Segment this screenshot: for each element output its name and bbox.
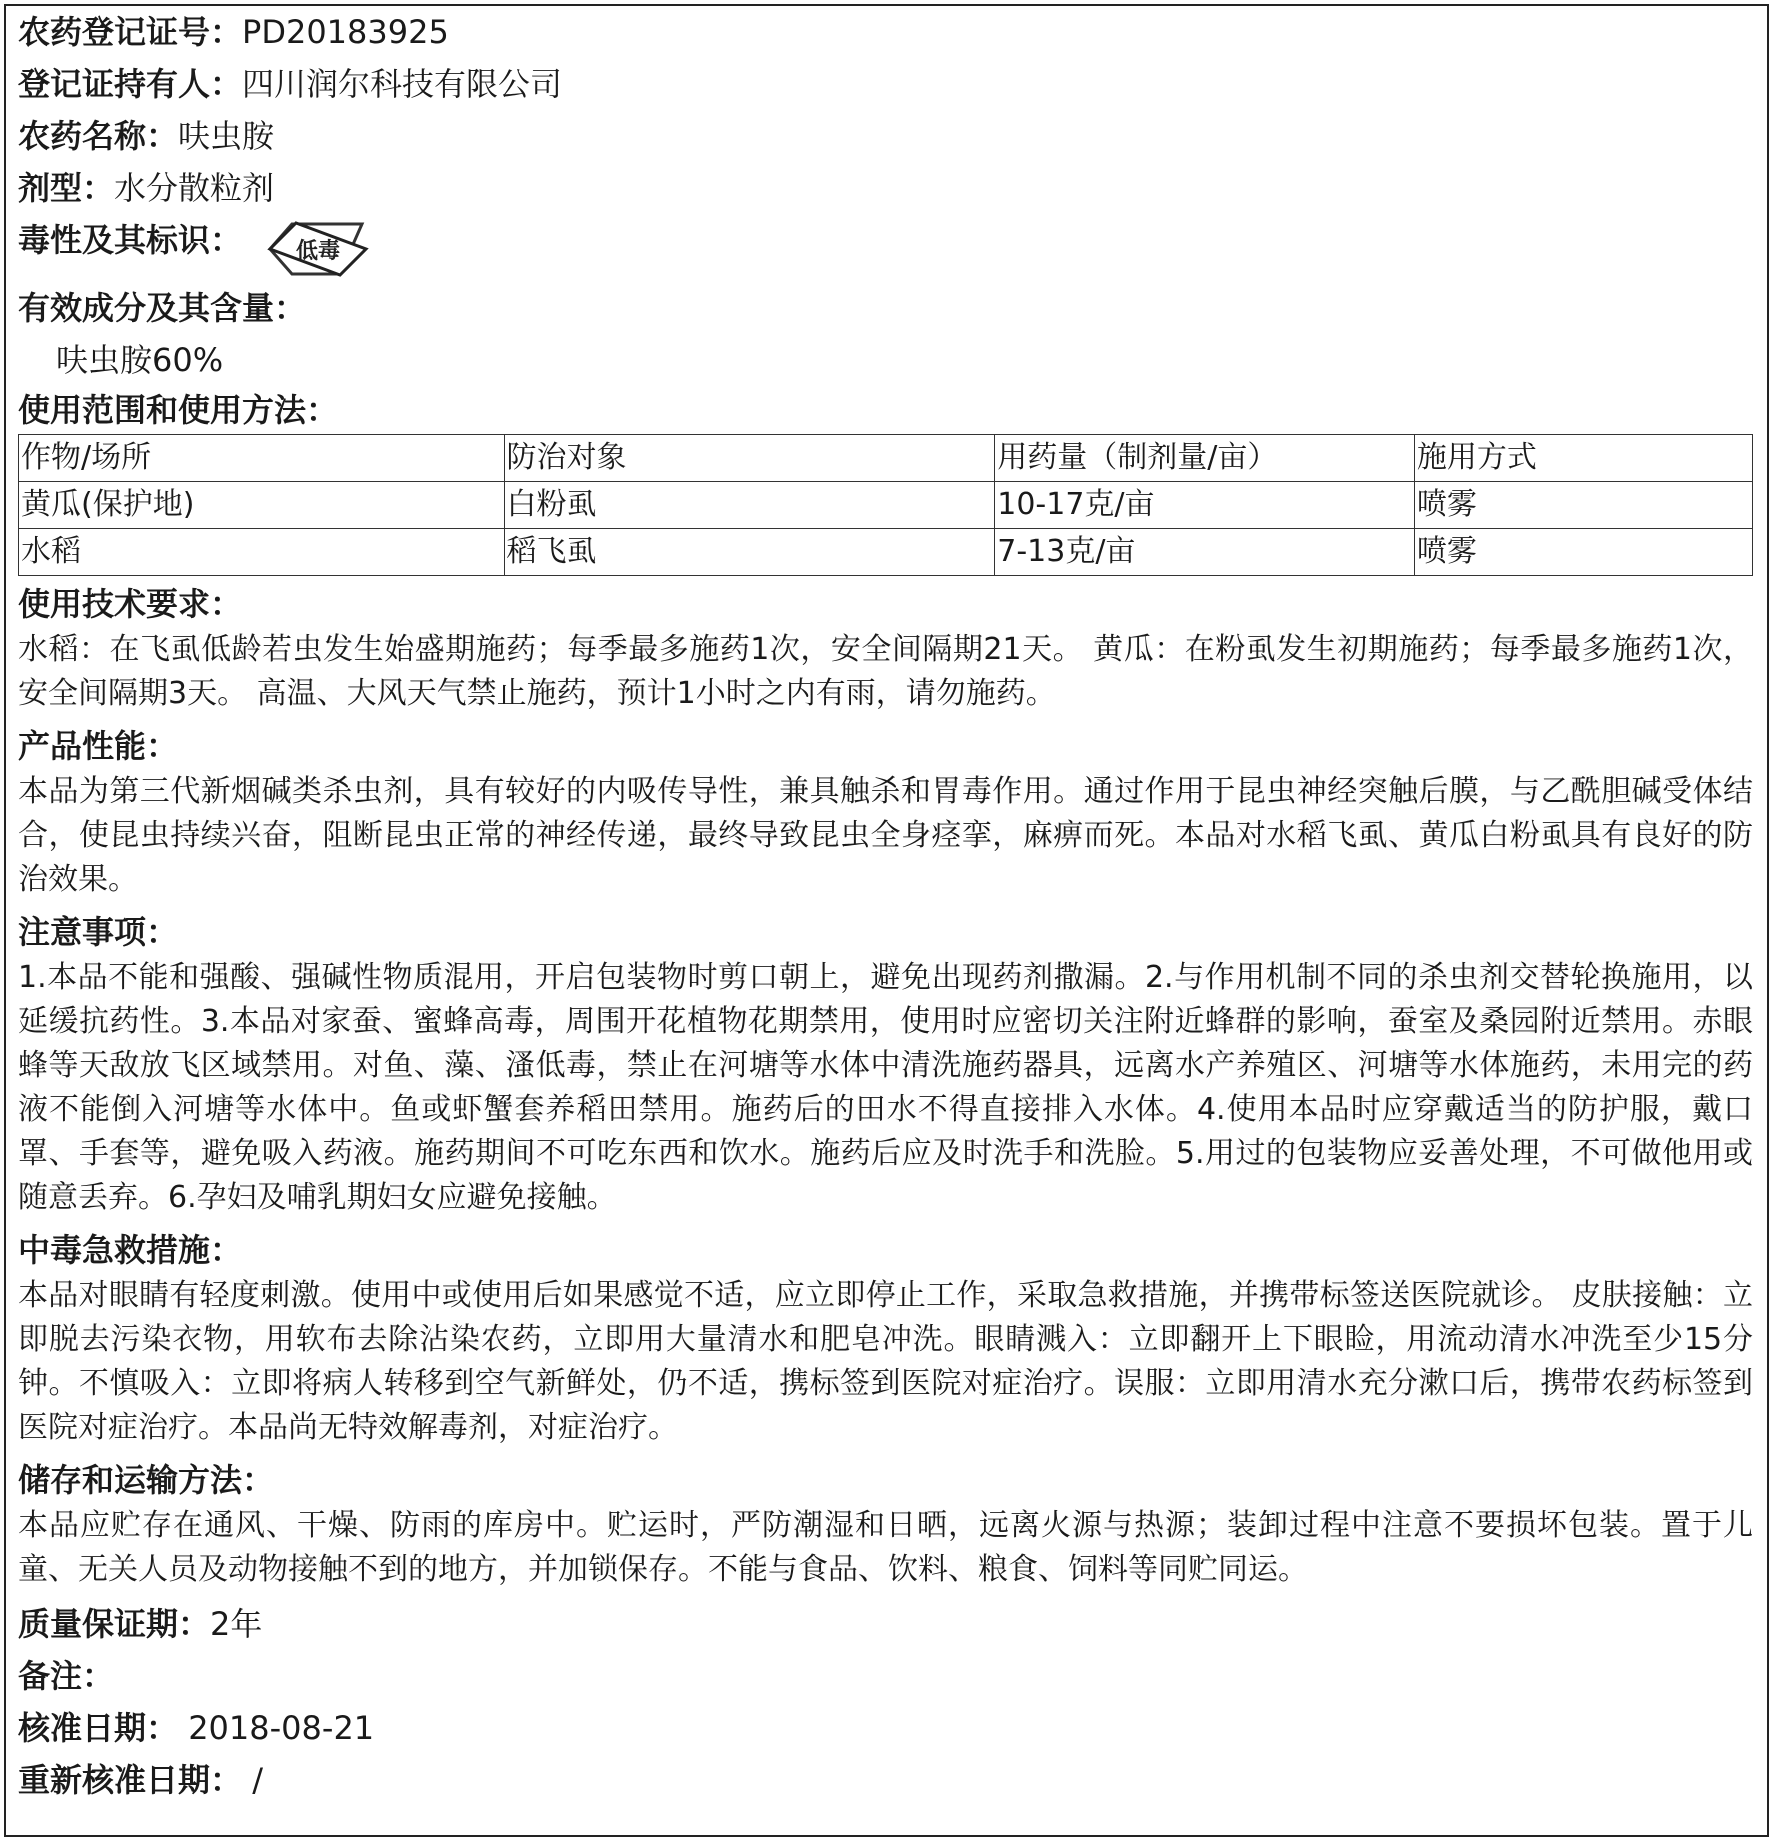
performance-text: 本品为第三代新烟碱类杀虫剂，具有较好的内吸传导性，兼具触杀和胃毒作用。通过作用于昆虫神经突触后膜，与乙酰胆碱受体结合，使昆虫持续兴奋，阻断昆虫正常的神经传递，最终导致昆虫全身痉挛，麻痹而死。本品对水稻飞虱、黄瓜白粉虱具有良好的防治效果。 bbox=[18, 774, 1753, 897]
registration-number-label: 农药登记证号： bbox=[18, 13, 243, 51]
formulation-value: 水分散粒剂 bbox=[114, 169, 275, 207]
table-cell: 喷雾 bbox=[1414, 529, 1752, 576]
label-document bbox=[4, 4, 1769, 1837]
formulation-row bbox=[18, 162, 1753, 214]
remark-row bbox=[18, 1650, 1753, 1702]
pesticide-name-row bbox=[18, 110, 1753, 162]
svg-text:低毒: 低毒 bbox=[296, 238, 341, 264]
table-cell: 10-17克/亩 bbox=[995, 482, 1415, 529]
low-toxicity-icon bbox=[266, 218, 370, 280]
caution-heading: 注意事项： bbox=[18, 913, 179, 951]
approval-date-label: 核准日期： bbox=[18, 1709, 179, 1747]
registration-number-value: PD20183925 bbox=[242, 13, 449, 51]
pesticide-name-label: 农药名称： bbox=[18, 117, 179, 155]
table-cell: 稻飞虱 bbox=[504, 529, 995, 576]
reapproval-date-row bbox=[18, 1754, 1753, 1806]
table-row bbox=[19, 482, 1753, 529]
table-cell: 黄瓜(保护地) bbox=[19, 482, 505, 529]
holder-value: 四川润尔科技有限公司 bbox=[242, 65, 563, 103]
column-header: 施用方式 bbox=[1414, 435, 1752, 482]
ingredient-value: 呋虫胺60% bbox=[56, 341, 224, 379]
holder-row bbox=[18, 58, 1753, 110]
storage-heading: 储存和运输方法： bbox=[18, 1461, 275, 1499]
usage-heading: 使用范围和使用方法： bbox=[18, 391, 339, 429]
performance-heading: 产品性能： bbox=[18, 727, 179, 765]
table-cell: 喷雾 bbox=[1414, 482, 1752, 529]
column-header: 作物/场所 bbox=[19, 435, 505, 482]
shelf-life-row bbox=[18, 1598, 1753, 1650]
table-row bbox=[19, 529, 1753, 576]
column-header: 用药量（制剂量/亩） bbox=[995, 435, 1415, 482]
table-cell: 白粉虱 bbox=[504, 482, 995, 529]
reapproval-date-value: / bbox=[242, 1761, 263, 1799]
first-aid-text: 本品对眼睛有轻度刺激。使用中或使用后如果感觉不适，应立即停止工作，采取急救措施，并携带标签送医院就诊。 皮肤接触：立即脱去污染衣物，用软布去除沾染农药，立即用大量清水和肥皂冲洗。眼睛溅入：立即翻开上下眼睑，用流动清水冲洗至少15分钟。不慎吸入：立即将病人转移到空气新鲜处，仍不适，携标签到医院对症治疗。误服：立即用清水充分漱口后，携带农药标签到医院对症治疗。本品尚无特效解毒剂，对症治疗。 bbox=[18, 1278, 1753, 1445]
ingredient-label: 有效成分及其含量： bbox=[18, 289, 307, 327]
toxicity-label: 毒性及其标识： bbox=[18, 221, 243, 259]
shelf-life-label: 质量保证期： bbox=[18, 1605, 211, 1643]
usage-table bbox=[18, 434, 1753, 576]
approval-date-row bbox=[18, 1702, 1753, 1754]
technique-heading: 使用技术要求： bbox=[18, 585, 243, 623]
usage-table-header bbox=[19, 435, 1753, 482]
first-aid-heading: 中毒急救措施： bbox=[18, 1231, 243, 1269]
registration-number-row bbox=[18, 6, 1753, 58]
remark-label: 备注： bbox=[18, 1657, 115, 1695]
column-header: 防治对象 bbox=[504, 435, 995, 482]
toxicity-row bbox=[18, 214, 1753, 282]
table-cell: 水稻 bbox=[19, 529, 505, 576]
technique-text: 水稻：在飞虱低龄若虫发生始盛期施药；每季最多施药1次，安全间隔期21天。 黄瓜：在粉虱发生初期施药；每季最多施药1次，安全间隔期3天。 高温、大风天气禁止施药，预计1小时之内有雨，请勿施药。 bbox=[18, 632, 1753, 711]
holder-label: 登记证持有人： bbox=[18, 65, 243, 103]
caution-text: 1.本品不能和强酸、强碱性物质混用，开启包装物时剪口朝上，避免出现药剂撒漏。2.与作用机制不同的杀虫剂交替轮换施用，以延缓抗药性。3.本品对家蚕、蜜蜂高毒，周围开花植物花期禁用，使用时应密切关注附近蜂群的影响，蚕室及桑园附近禁用。赤眼蜂等天敌放飞区域禁用。对鱼、藻、溞低毒，禁止在河塘等水体中清洗施药器具，远离水产养殖区、河塘等水体施药，未用完的药液不能倒入河塘等水体中。鱼或虾蟹套养稻田禁用。施药后的田水不得直接排入水体。4.使用本品时应穿戴适当的防护服，戴口罩、手套等，避免吸入药液。施药期间不可吃东西和饮水。施药后应及时洗手和洗脸。5.用过的包装物应妥善处理，不可做他用或随意丢弃。6.孕妇及哺乳期妇女应避免接触。 bbox=[18, 960, 1753, 1215]
table-cell: 7-13克/亩 bbox=[995, 529, 1415, 576]
ingredient-heading-row bbox=[18, 282, 1753, 334]
storage-text: 本品应贮存在通风、干燥、防雨的库房中。贮运时，严防潮湿和日晒，远离火源与热源；装卸过程中注意不要损坏包装。置于儿童、无关人员及动物接触不到的地方，并加锁保存。不能与食品、饮料、粮食、饲料等同贮同运。 bbox=[18, 1508, 1753, 1587]
shelf-life-value: 2年 bbox=[210, 1605, 263, 1643]
formulation-label: 剂型： bbox=[18, 169, 115, 207]
approval-date-value: 2018-08-21 bbox=[178, 1709, 375, 1747]
pesticide-name-value: 呋虫胺 bbox=[178, 117, 275, 155]
reapproval-date-label: 重新核准日期： bbox=[18, 1761, 243, 1799]
